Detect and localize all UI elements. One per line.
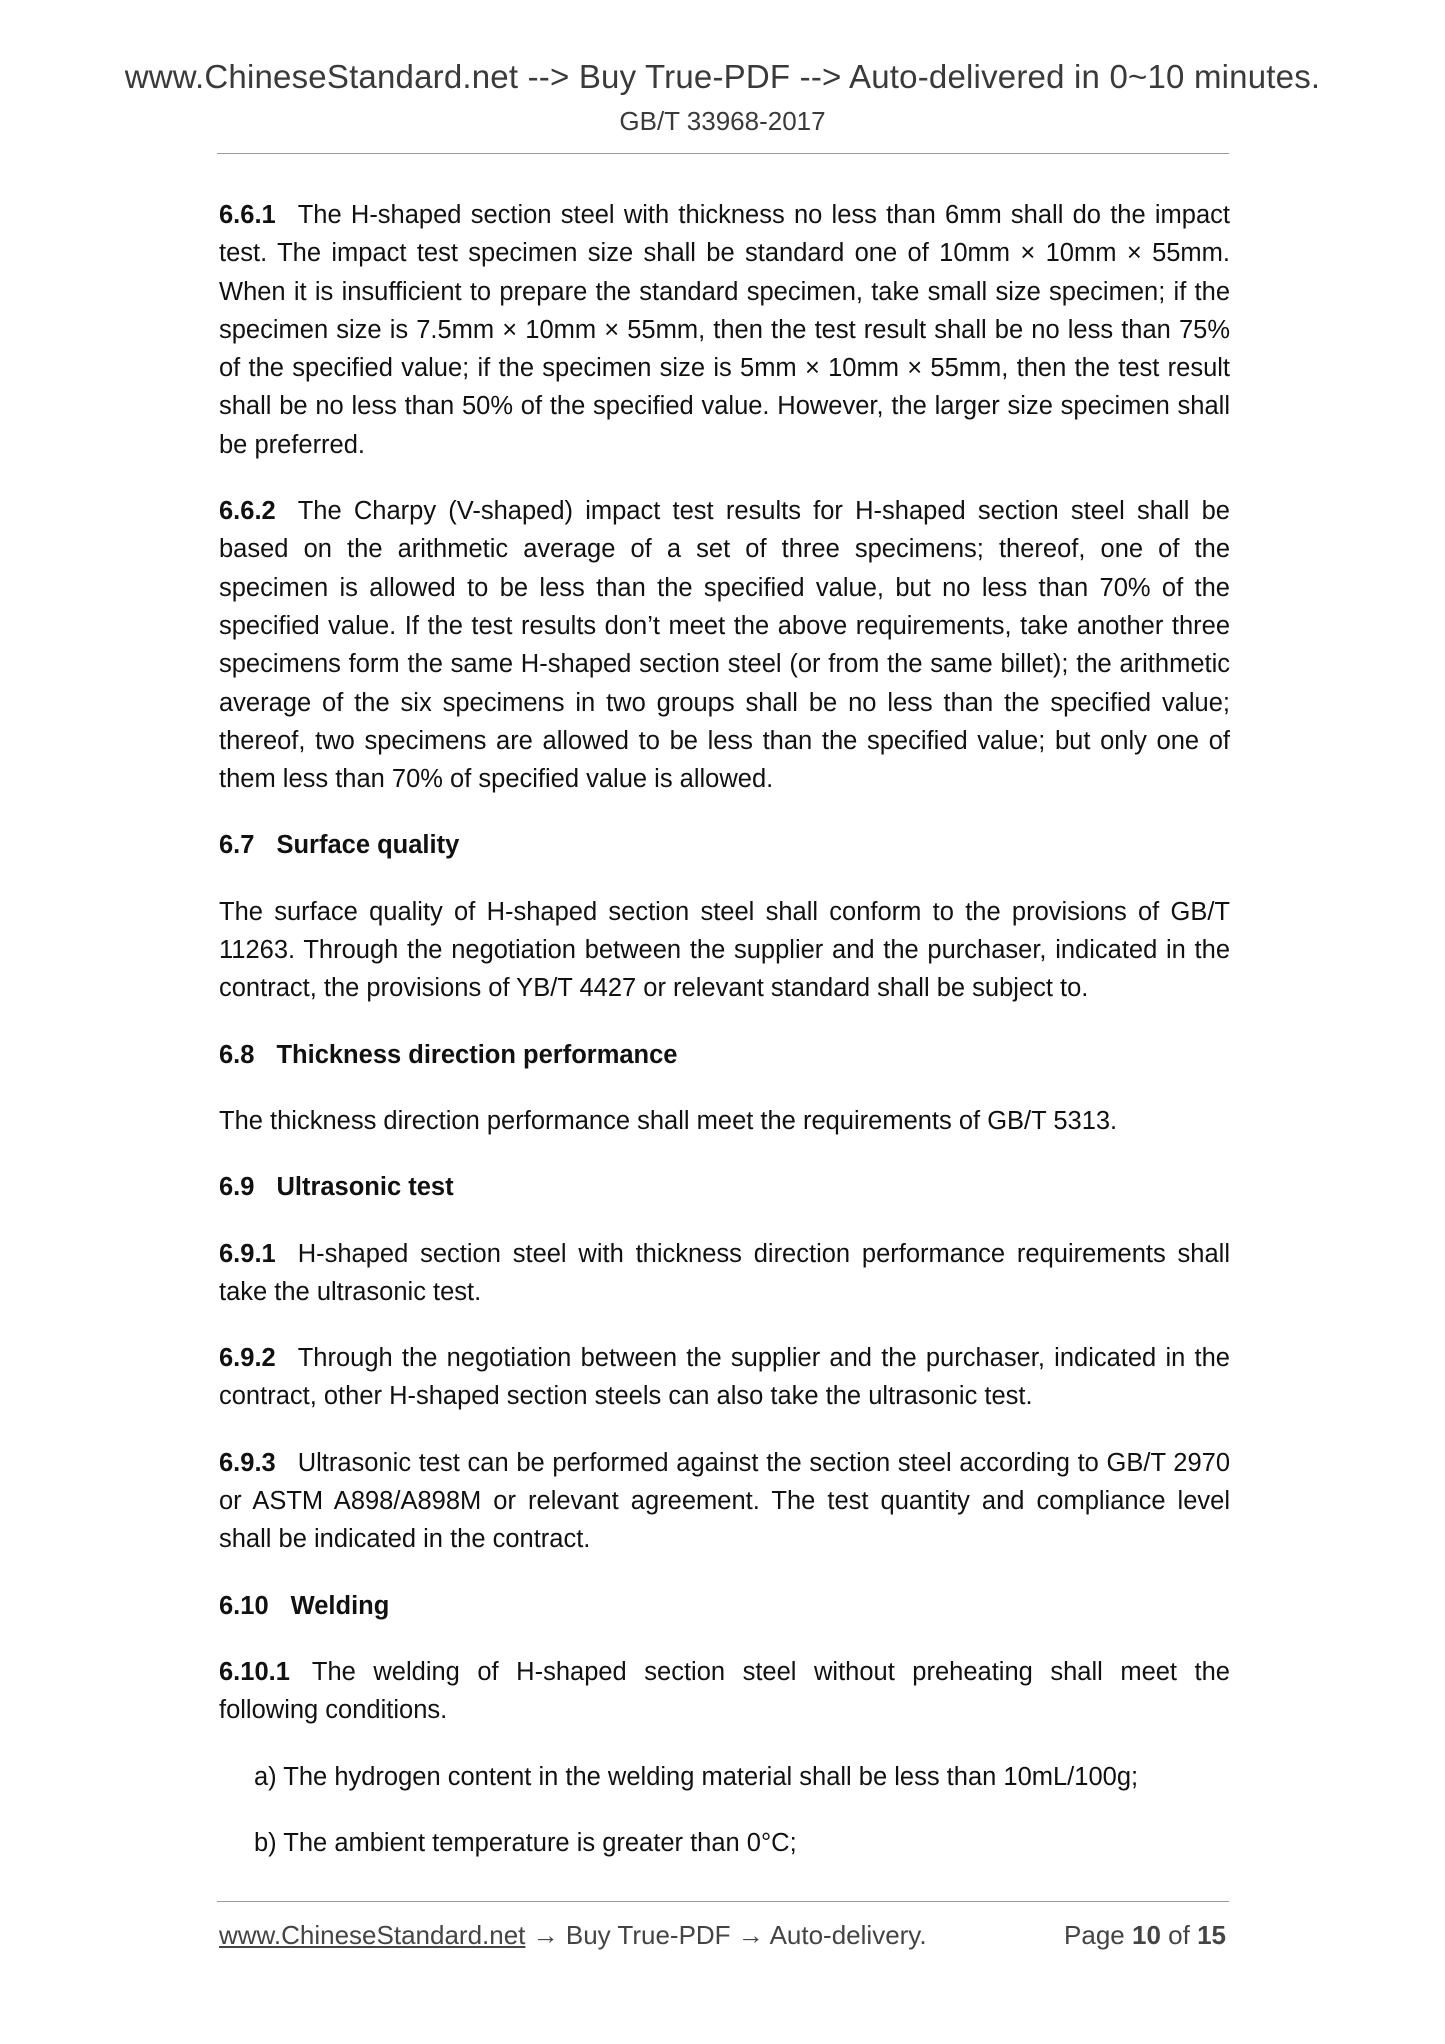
clause-6-6-1 bbox=[219, 196, 1230, 464]
page-total: 15 bbox=[1197, 1920, 1226, 1950]
clause-number: 6.9.3 bbox=[219, 1448, 276, 1477]
page-footer bbox=[219, 1920, 1226, 1951]
clause-number: 6.10.1 bbox=[219, 1657, 290, 1686]
clause-6-6-2 bbox=[219, 492, 1230, 798]
clause-number: 6.9.2 bbox=[219, 1344, 276, 1373]
section-text-6-7: The surface quality of H-shaped section steel shall conform to the provisions of GB/T 11263. Through the negotiation between the supplier and the purchaser, indicated in the contract, the provisions of YB/T 4427 or relevant standard shall be subject to. bbox=[219, 897, 1230, 1003]
document-body bbox=[219, 196, 1230, 1890]
list-item: a) The hydrogen content in the welding material shall be less than 10mL/100g; bbox=[254, 1762, 1139, 1791]
clause-number: 6.6.2 bbox=[219, 497, 276, 526]
clause-text: The Charpy (V-shaped) impact test results for H-shaped section steel shall be based on the arithmetic average of a set of three specimens; thereof, one of the specimen is allowed to be less than the specified value, but no less than 70% of the specified value. If the test results don’t meet the above requirements, take another three specimens form the same H-shaped section steel (or from the same billet); the arithmetic average of the six specimens in two groups shall be no less than the specified value; thereof, two specimens are allowed to be less than the specified value; but only one of them less than 70% of specified value is allowed. bbox=[219, 497, 1230, 794]
page-current: 10 bbox=[1132, 1920, 1161, 1950]
page-indicator bbox=[1064, 1920, 1226, 1951]
clause-6-10-1 bbox=[219, 1653, 1230, 1730]
footer-tagline: → Buy True-PDF → Auto-delivery. bbox=[525, 1920, 927, 1950]
clause-6-9-2 bbox=[219, 1339, 1230, 1416]
section-heading-6-9 bbox=[219, 1168, 1230, 1206]
header-site-line: www.ChineseStandard.net --> Buy True-PDF --> Auto-delivered in 0~10 minutes. bbox=[124, 58, 1321, 95]
section-number: 6.8 bbox=[219, 1040, 255, 1069]
clause-number: 6.6.1 bbox=[219, 201, 276, 229]
footer-divider bbox=[217, 1901, 1229, 1902]
section-title: Ultrasonic test bbox=[276, 1173, 454, 1202]
clause-text: Through the negotiation between the supplier and the purchaser, indicated in the contract, other H-shaped section steels can also take the ultrasonic test. bbox=[219, 1344, 1230, 1411]
section-number: 6.10 bbox=[219, 1591, 269, 1620]
section-heading-6-8 bbox=[219, 1036, 1230, 1074]
clause-6-9-1 bbox=[219, 1235, 1230, 1312]
header-standard-number: GB/T 33968-2017 bbox=[619, 106, 826, 136]
of-label: of bbox=[1168, 1920, 1190, 1950]
section-number: 6.9 bbox=[219, 1173, 255, 1202]
header-divider bbox=[217, 153, 1229, 154]
clause-number: 6.9.1 bbox=[219, 1239, 276, 1268]
section-title: Thickness direction performance bbox=[276, 1040, 678, 1069]
section-text-6-8: The thickness direction performance shall meet the requirements of GB/T 5313. bbox=[219, 1106, 1118, 1135]
section-number: 6.7 bbox=[219, 831, 255, 860]
page-label: Page bbox=[1064, 1920, 1125, 1950]
clause-text: The welding of H-shaped section steel without preheating shall meet the following conditions. bbox=[219, 1657, 1230, 1725]
clause-text: The H-shaped section steel with thickness no less than 6mm shall do the impact test. The impact test specimen size shall be standard one of 10mm × 10mm × 55mm. When it is insufficient to prepare the standard specimen, take small size specimen; if the specimen size is 7.5mm × 10mm × 55mm, then the test result shall be no less than 75% of the specified value; if the specimen size is 5mm × 10mm × 55mm, then the test result shall be no less than 50% of the specified value. However, the larger size specimen shall be preferred. bbox=[219, 201, 1230, 459]
footer-site-link[interactable]: www.ChineseStandard.net bbox=[219, 1920, 526, 1950]
list-item: b) The ambient temperature is greater than 0°C; bbox=[254, 1828, 797, 1857]
section-heading-6-10 bbox=[219, 1587, 1230, 1625]
section-title: Surface quality bbox=[276, 831, 460, 860]
clause-text: Ultrasonic test can be performed against the section steel according to GB/T 2970 or ASTM A898/A898M or relevant agreement. The test quantity and compliance level shall be indicated in the contract. bbox=[219, 1448, 1230, 1554]
clause-6-9-3 bbox=[219, 1444, 1230, 1559]
section-title: Welding bbox=[290, 1591, 390, 1620]
clause-text: H-shaped section steel with thickness direction performance requirements shall take the ultrasonic test. bbox=[219, 1239, 1230, 1306]
section-heading-6-7 bbox=[219, 826, 1230, 864]
